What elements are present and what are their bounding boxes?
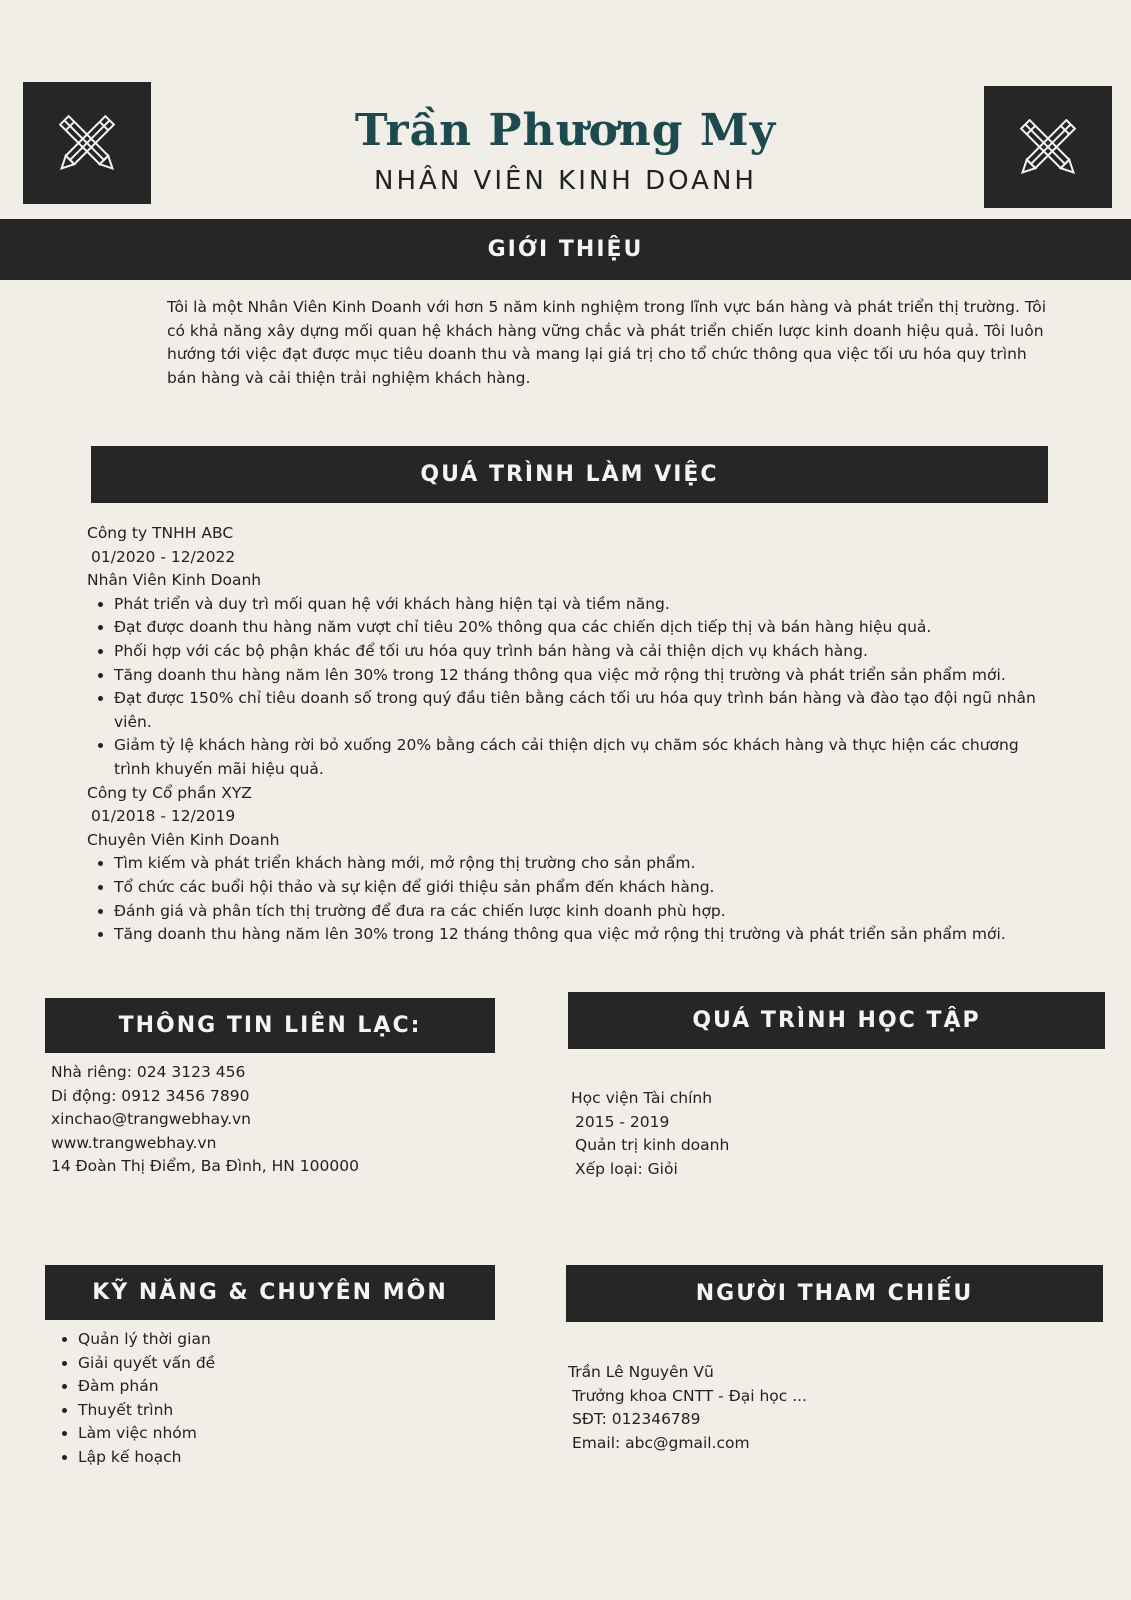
job-position: Nhân Viên Kinh Doanh: [87, 571, 262, 590]
job-company: Công ty Cổ phần XYZ: [87, 783, 252, 802]
intro-heading: GIỚI THIỆU: [0, 219, 1131, 280]
list-item: • Đánh giá và phân tích thị trường để đưa ra các chiến lược kinh doanh phù hợp.: [114, 900, 1047, 924]
mobile-phone: Di động: 0912 3456 7890: [51, 1086, 250, 1105]
list-item: • Tăng doanh thu hàng năm lên 30% trong 12 tháng thông qua việc mở rộng thị trường và phát triển sản phẩm mới.: [114, 664, 1047, 688]
home-phone: Nhà riêng: 024 3123 456: [51, 1063, 246, 1081]
list-item: • Phối hợp với các bộ phận khác để tối ưu hóa quy trình bán hàng và cải thiện dịch vụ khách hàng.: [114, 640, 1047, 664]
list-item: • Đạt được 150% chỉ tiêu doanh số trong quý đầu tiên bằng cách tối ưu hóa quy trình bán hàng và đào tạo đội ngũ nhân viên.: [114, 687, 1047, 734]
list-item: • Tăng doanh thu hàng năm lên 30% trong 12 tháng thông qua việc mở rộng thị trường và phát triển sản phẩm mới.: [114, 923, 1047, 947]
study-period: 2015 - 2019: [575, 1112, 670, 1131]
grade-text: Xếp loại: Giỏi: [575, 1159, 678, 1178]
major-text: Quản trị kinh doanh: [575, 1136, 730, 1155]
list-item: • Tìm kiếm và phát triển khách hàng mới, mở rộng thị trường cho sản phẩm.: [114, 852, 1047, 876]
job-bullets: [87, 852, 1047, 946]
reference-heading: NGƯỜI THAM CHIẾU: [566, 1265, 1103, 1322]
list-item: • Đạt được doanh thu hàng năm vượt chỉ tiêu 20% thông qua các chiến dịch tiếp thị và bán hàng hiệu quả.: [114, 616, 1047, 640]
list-item: • Giảm tỷ lệ khách hàng rời bỏ xuống 20% bằng cách cải thiện dịch vụ chăm sóc khách hàng và thực hiện các chương trình khuyến mãi hiệu quả.: [114, 734, 1047, 781]
job-period: 01/2020 - 12/2022: [91, 547, 236, 566]
education-heading: QUÁ TRÌNH HỌC TẬP: [568, 992, 1105, 1049]
list-item: • Thuyết trình: [78, 1399, 491, 1423]
email-text: xinchao@trangwebhay.vn: [51, 1110, 252, 1129]
list-item: • Làm việc nhóm: [78, 1422, 491, 1446]
job-bullets: [87, 593, 1047, 782]
list-item: • Tổ chức các buổi hội thảo và sự kiện để giới thiệu sản phẩm đến khách hàng.: [114, 876, 1047, 900]
website-text: www.trangwebhay.vn: [51, 1133, 217, 1152]
list-item: • Đàm phán: [78, 1375, 491, 1399]
intro-text: Tôi là một Nhân Viên Kinh Doanh với hơn 5 năm kinh nghiệm trong lĩnh vực bán hàng và phát triển thị trường. Tôi có khả năng xây dựng mối quan hệ khách hàng vững chắc và phát triển chiến lược kinh doanh hiệu quả. Tôi luôn hướng tới việc đạt được mục tiêu doanh thu và mang lại giá trị cho tổ chức thông qua việc tối ưu hóa quy trình bán hàng và cải thiện trải nghiệm khách hàng.: [167, 298, 1047, 387]
job-position: Chuyên Viên Kinh Doanh: [87, 830, 280, 849]
person-name: Trần Phương My: [354, 105, 777, 156]
school-name: Học viện Tài chính: [571, 1089, 713, 1107]
job-company: Công ty TNHH ABC: [87, 524, 234, 542]
skills-list: [51, 1328, 491, 1470]
education-info: [571, 1087, 1091, 1181]
list-item: • Lập kế hoạch: [78, 1446, 491, 1470]
experience-list: [87, 522, 1047, 947]
reference-info: [568, 1361, 1088, 1455]
list-item: • Phát triển và duy trì mối quan hệ với khách hàng hiện tại và tiềm năng.: [114, 593, 1047, 617]
contact-info: [51, 1061, 491, 1179]
skills-heading: KỸ NĂNG & CHUYÊN MÔN: [45, 1265, 495, 1320]
experience-heading: QUÁ TRÌNH LÀM VIỆC: [91, 446, 1048, 503]
reference-name: Trần Lê Nguyên Vũ: [568, 1363, 714, 1381]
list-item: • Giải quyết vấn đề: [78, 1352, 491, 1376]
contact-heading: THÔNG TIN LIÊN LẠC:: [45, 998, 495, 1053]
reference-email: Email: abc@gmail.com: [572, 1433, 750, 1452]
reference-position: Trưởng khoa CNTT - Đại học ...: [572, 1386, 807, 1405]
list-item: • Quản lý thời gian: [78, 1328, 491, 1352]
address-text: 14 Đoàn Thị Điểm, Ba Đình, HN 100000: [51, 1157, 359, 1176]
reference-phone: SĐT: 012346789: [572, 1410, 701, 1429]
job-period: 01/2018 - 12/2019: [91, 807, 236, 826]
job-title: NHÂN VIÊN KINH DOANH: [374, 166, 757, 196]
